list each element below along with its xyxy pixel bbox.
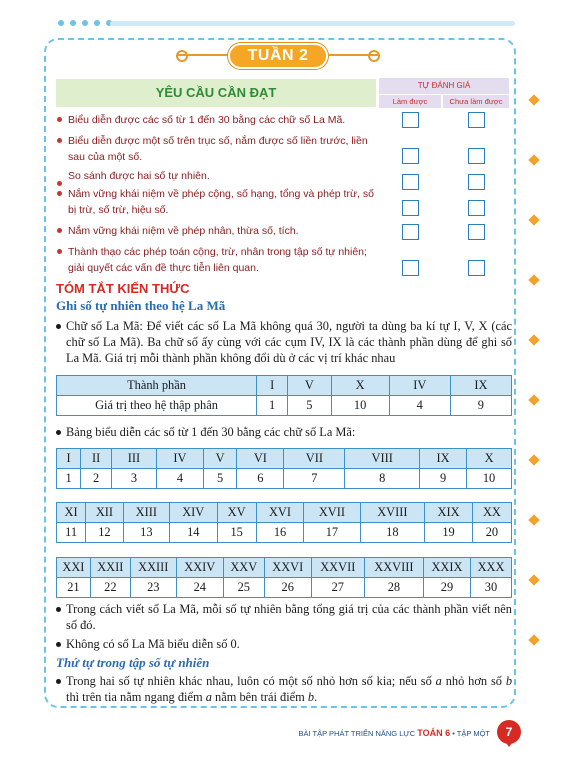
roman-cell: VI (237, 449, 284, 469)
table-cell: X (331, 376, 389, 396)
roman-cell: XI (57, 503, 86, 523)
roman-cell: XV (217, 503, 256, 523)
roman-cell: XXX (470, 558, 511, 578)
arabic-cell: 25 (223, 578, 264, 598)
roman-cell: XX (472, 503, 511, 523)
roman-cell: XXIII (130, 558, 176, 578)
arabic-cell: 24 (176, 578, 223, 598)
table-cell: 10 (331, 396, 389, 416)
roman-cell: XIV (169, 503, 217, 523)
arabic-cell: 12 (86, 523, 124, 543)
arabic-cell: 17 (304, 523, 360, 543)
ornament-left (178, 54, 228, 56)
top-bar-decoration (110, 21, 515, 26)
checkbox-done[interactable] (402, 200, 419, 216)
requirement-item: Nắm vững khái niệm về phép nhân, thừa số, tích. (56, 223, 376, 239)
table-cell: IX (450, 376, 511, 396)
table-cell: IV (389, 376, 450, 396)
table-cell: Thành phần (57, 376, 257, 396)
side-decoration (527, 96, 543, 696)
requirement-item: Biểu diễn được các số từ 1 đến 30 bằng các chữ số La Mã. (56, 112, 376, 128)
arabic-cell: 26 (264, 578, 311, 598)
self-eval-not-done-label: Chưa làm được (443, 95, 509, 108)
order-paragraph: Trong hai số tự nhiên khác nhau, luôn có một số nhỏ hơn số kia; nếu số a nhỏ hơn số b thì trên tia nằm ngang điểm a nằm bên trái điểm b. (56, 673, 512, 705)
roman-cell: XIX (425, 503, 473, 523)
arabic-cell: 7 (284, 469, 345, 489)
ornament-right (328, 54, 378, 56)
roman-cell: XVII (304, 503, 360, 523)
roman-table-1-10 (56, 448, 512, 489)
arabic-cell: 1 (57, 469, 81, 489)
section-title-roman: Ghi số tự nhiên theo hệ La Mã (56, 298, 226, 313)
checkbox-done[interactable] (402, 148, 419, 164)
arabic-cell: 8 (345, 469, 420, 489)
arabic-cell: 13 (123, 523, 169, 543)
roman-cell: XXIV (176, 558, 223, 578)
week-badge-group (178, 43, 378, 69)
table-cell: 9 (450, 396, 511, 416)
roman-intro-paragraph: Chữ số La Mã: Để viết các số La Mã không quá 30, người ta dùng ba kí tự I, V, X (các chữ số La Mã). Ba chữ số ấy cùng với các cụm IV, IX là các thành phần dùng để ghi số La Mã. Giá trị mỗi thành phần không đổi dù ở các vị trí khác nhau (56, 318, 512, 366)
arabic-cell: 5 (204, 469, 237, 489)
checkbox-not-done[interactable] (468, 224, 485, 240)
roman-cell: XXVI (264, 558, 311, 578)
roman-table-intro: Bảng biểu diễn các số từ 1 đến 30 bằng các chữ số La Mã: (56, 424, 512, 440)
table-cell: 1 (257, 396, 288, 416)
requirement-item: Thành thạo các phép toán cộng, trừ, nhân trong tập số tự nhiên; giải quyết các vấn đề thực tiễn liên quan. (56, 244, 376, 276)
roman-cell: XXII (90, 558, 130, 578)
roman-cell: III (112, 449, 157, 469)
roman-cell: XII (86, 503, 124, 523)
arabic-cell: 23 (130, 578, 176, 598)
arabic-cell: 2 (81, 469, 112, 489)
requirements-header: YÊU CẦU CẦN ĐẠT (56, 79, 376, 107)
self-eval-done-label: Làm được (379, 95, 441, 108)
checkbox-done[interactable] (402, 224, 419, 240)
checkbox-not-done[interactable] (468, 148, 485, 164)
roman-cell: XXVIII (364, 558, 423, 578)
checkbox-not-done[interactable] (468, 260, 485, 276)
table-cell: 5 (288, 396, 331, 416)
self-eval-header: TỰ ĐÁNH GIÁ (379, 78, 509, 94)
roman-cell: I (57, 449, 81, 469)
roman-cell: X (467, 449, 512, 469)
checkbox-done[interactable] (402, 174, 419, 190)
requirement-item: Biểu diễn được một số trên trục số, nắm được số liền trước, liền sau của một số. (56, 133, 376, 165)
roman-cell: XXV (223, 558, 264, 578)
checkbox-not-done[interactable] (468, 200, 485, 216)
arabic-cell: 6 (237, 469, 284, 489)
arabic-cell: 19 (425, 523, 473, 543)
roman-sum-paragraph: Trong cách viết số La Mã, mỗi số tự nhiên bằng tổng giá trị của các thành phần viết nên số đó. (56, 601, 512, 633)
roman-cell: IX (420, 449, 467, 469)
roman-cell: XIII (123, 503, 169, 523)
roman-zero-paragraph: Không có số La Mã biểu diễn số 0. (56, 636, 512, 652)
arabic-cell: 29 (423, 578, 470, 598)
roman-value-table (56, 375, 512, 416)
arabic-cell: 4 (156, 469, 203, 489)
arabic-cell: 28 (364, 578, 423, 598)
roman-cell: XXI (57, 558, 91, 578)
roman-cell: XVI (256, 503, 304, 523)
roman-table-21-30 (56, 557, 512, 598)
arabic-cell: 20 (472, 523, 511, 543)
requirement-item: So sánh được hai số tự nhiên. (56, 168, 376, 184)
checkbox-done[interactable] (402, 112, 419, 128)
footer-text: BÀI TẬP PHÁT TRIỂN NĂNG LỰC TOÁN 6 • TẬP MỘT (298, 728, 490, 738)
checkbox-done[interactable] (402, 260, 419, 276)
table-cell: V (288, 376, 331, 396)
roman-cell: XXIX (423, 558, 470, 578)
section-title-order: Thứ tự trong tập số tự nhiên (56, 655, 210, 670)
summary-title: TÓM TẮT KIẾN THỨC (56, 281, 190, 296)
arabic-cell: 9 (420, 469, 467, 489)
arabic-cell: 11 (57, 523, 86, 543)
arabic-cell: 10 (467, 469, 512, 489)
page-number: 7 (497, 720, 521, 744)
top-dots-decoration (58, 20, 112, 26)
arabic-cell: 3 (112, 469, 157, 489)
arabic-cell: 30 (470, 578, 511, 598)
arabic-cell: 22 (90, 578, 130, 598)
roman-cell: IV (156, 449, 203, 469)
roman-cell: VII (284, 449, 345, 469)
table-cell: Giá trị theo hệ thập phân (57, 396, 257, 416)
week-badge: TUẦN 2 (228, 43, 328, 69)
roman-cell: VIII (345, 449, 420, 469)
roman-cell: XXVII (311, 558, 364, 578)
arabic-cell: 16 (256, 523, 304, 543)
arabic-cell: 15 (217, 523, 256, 543)
arabic-cell: 18 (360, 523, 425, 543)
arabic-cell: 14 (169, 523, 217, 543)
checkbox-not-done[interactable] (468, 174, 485, 190)
roman-cell: V (204, 449, 237, 469)
arabic-cell: 21 (57, 578, 91, 598)
arabic-cell: 27 (311, 578, 364, 598)
roman-cell: II (81, 449, 112, 469)
checkbox-not-done[interactable] (468, 112, 485, 128)
roman-cell: XVIII (360, 503, 425, 523)
table-cell: I (257, 376, 288, 396)
requirement-item: Nắm vững khái niệm về phép cộng, số hạng, tổng và phép trừ, số bị trừ, số trừ, hiệu số. (56, 186, 376, 218)
roman-table-11-20 (56, 502, 512, 543)
table-cell: 4 (389, 396, 450, 416)
